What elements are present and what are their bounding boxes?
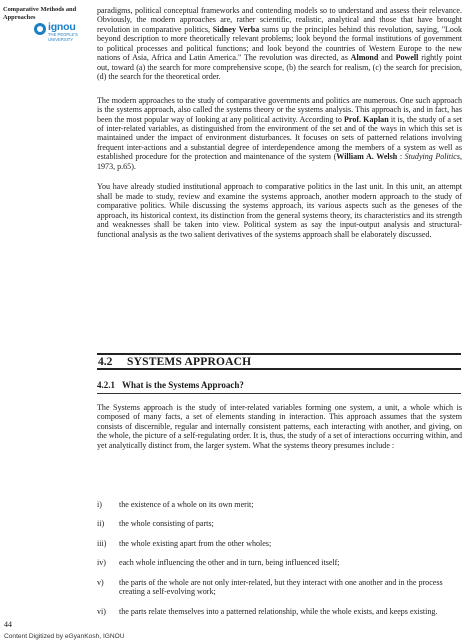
section-number: 4.2 (98, 355, 113, 368)
list-marker: iii) (97, 538, 107, 548)
paragraph-unit-overview: You have already studied institutional approach to comparative politics in the last unit. In this unit, an attempt shall be made to study, review and examine the systems approach, another modern approach to the study of comparative politics. While discussing the systems approach, its various aspects such as the geneses of the approach, its historical context, its distinction from the general systems theory, its characteristics and its strength and weaknesses shall be taken into view. Political system as say the input-output analysis and structural-functional analysis as the two salient derivatives of the systems approach shall be elaborately discussed. (97, 182, 462, 239)
author-name: Prof. Kaplan (343, 114, 389, 124)
author-name: Almond (350, 53, 379, 63)
list-marker: i) (97, 500, 102, 509)
ignou-emblem-icon (34, 23, 46, 35)
list-marker: vi) (97, 606, 106, 616)
subsection-title: What is the Systems Approach? (122, 380, 244, 390)
subsection-heading (97, 380, 461, 394)
list-item (97, 519, 462, 528)
text-run: rightly point out, toward (a) the search for more comprehensive scope, (b) the search for realism, (c) the search for precision, (d) the search for the theoretical order. (97, 53, 462, 82)
logo-tagline (48, 33, 94, 43)
text-run: and (378, 53, 396, 63)
list-item (97, 578, 462, 597)
logo-tagline-line1: THE PEOPLE'S (48, 32, 78, 37)
book-title: Studying Politics (404, 152, 460, 162)
text-run: sums up the principles behind this revolution, saying, "Look beyond description to more theoretically relevant problems; look beyond the formal institutions of government to political processes and political functions; and look beyond the countries of Western Europe to the new nations of Asia, Africa and Latin America." The revolution was directed, as (97, 24, 462, 63)
paragraph-intro-continued (97, 6, 462, 82)
paragraph-systems-definition: The Systems approach is the study of inter-related variables forming one system, a unit, a whole which is composed of many facts, a set of elements standing in interaction. This approach assumes that the system consists of discernible, regular and internally consistent patterns, each interacting with another, and giving, on the whole, the picture of a self-regulating order. It is, thus, the study of a set of interactions occurring within, and yet analytically distinct from, the larger system. What the systems theory presumes include : (97, 403, 462, 450)
list-text: the whole consisting of parts; (119, 519, 214, 529)
main-text (97, 6, 462, 239)
list-marker: iv) (97, 558, 106, 568)
text-run: : (397, 152, 405, 162)
list-marker: ii) (97, 519, 105, 529)
list-item (97, 500, 462, 509)
section-heading (97, 353, 461, 370)
list-text: the whole existing apart from the other wholes; (119, 538, 272, 548)
author-name: William A. Welsh (336, 152, 398, 162)
list-marker: v) (97, 577, 104, 587)
list-text: the parts of the whole are not only inter-related, but they interact with one another and in the process creating a self-evolving work; (119, 577, 443, 597)
author-name: Sidney Verba (212, 24, 260, 34)
systems-approach-text (97, 403, 462, 450)
sidebar-heading (3, 6, 93, 21)
paragraph-modern-approaches (97, 96, 462, 172)
author-name: Powell (395, 53, 419, 63)
logo-wordmark: ignou (48, 21, 76, 33)
list-item (97, 607, 462, 616)
logo-tagline-line2: UNIVERSITY (48, 36, 74, 42)
sidebar-heading-line1: Comparative Methods and (3, 6, 77, 13)
list-text: the existence of a whole on its own merit; (119, 500, 254, 509)
list-text: each whole influencing the other and in turn, being influenced itself; (119, 558, 340, 568)
list-item (97, 539, 462, 548)
list-item (97, 558, 462, 567)
text-run: The modern approaches to the study of comparative governments and politics are numerous. One such approach is the systems approach, also called the systems theory or the systems analysis. This approach is, and in fact, has been the most popular way of looking at any political activity. According to (97, 95, 462, 124)
text-run: it is, the study of a set of inter-related variables, as distinguished from the environment of the set and of the ways in which this set is maintained under the impact of environment disturbances. It focuses on sets of patterned relations involving frequent inter-actions and a substantial degree of interdependence among the members of a system as well as established procedure for the protection and maintenance of the system ( (97, 114, 463, 162)
list-text: the parts relate themselves into a patterned relationship, while the whole exists, and keeps existing. (119, 606, 438, 616)
section-title: SYSTEMS APPROACH (127, 355, 252, 368)
sidebar-heading-line2: Approaches (3, 13, 36, 21)
subsection-number: 4.2.1 (97, 380, 115, 390)
page-number: 44 (4, 620, 12, 629)
presumptions-list (97, 500, 462, 616)
text-run: , 1973, p.65). (97, 152, 462, 171)
footer-credit: Content Digitized by eGyanKosh, IGNOU (4, 633, 125, 640)
ignou-logo (34, 21, 94, 55)
text-run: paradigms, political conceptual frameworks and contending models so to understand and assess their relevance. Obviously, the modern approaches are, rather scientific, realistic, analytical and those that have brought revolution in comparative politics, (97, 6, 462, 34)
